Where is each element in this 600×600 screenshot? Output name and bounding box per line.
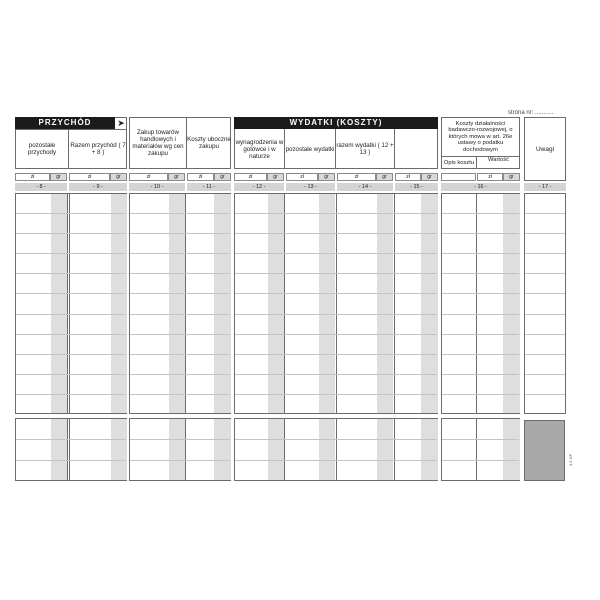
- row-divider: [16, 354, 126, 355]
- column-divider: [69, 193, 70, 414]
- row-divider: [442, 273, 519, 274]
- grosze-column-shade: [503, 419, 520, 480]
- col-number-16: - 16 -: [441, 183, 520, 191]
- row-divider: [130, 293, 230, 294]
- row-divider: [235, 439, 437, 440]
- row-divider: [442, 314, 519, 315]
- row-divider: [525, 253, 565, 254]
- form-code: 3.5 NP: [568, 453, 573, 466]
- col-number-11: - 11 -: [187, 183, 231, 191]
- unit-zl-label: zł: [395, 173, 421, 181]
- row-divider: [442, 293, 519, 294]
- row-divider: [235, 314, 437, 315]
- row-divider: [130, 354, 230, 355]
- unit-zl-label: zł: [187, 173, 214, 181]
- row-divider: [525, 273, 565, 274]
- grosze-column-shade: [421, 194, 438, 413]
- col-number-15: - 15 -: [395, 183, 438, 191]
- row-divider: [235, 273, 437, 274]
- column-divider: [185, 418, 186, 481]
- unit-gr-label: gr: [421, 173, 438, 181]
- row-divider: [235, 233, 437, 234]
- grosze-column-shade: [214, 194, 231, 413]
- grosze-column-shade: [169, 419, 186, 480]
- grosze-column-shade: [377, 194, 393, 413]
- row-divider: [130, 253, 230, 254]
- column-divider: [476, 418, 477, 481]
- row-divider: [235, 213, 437, 214]
- col-number-14: - 14 -: [337, 183, 393, 191]
- grosze-column-shade: [319, 194, 335, 413]
- unit-zl-label: zł: [69, 173, 110, 181]
- unit-zl-label: zł: [15, 173, 50, 181]
- col-16-wartosc-header: Wartość: [487, 157, 510, 163]
- unit-opis-blank: [441, 173, 476, 181]
- col-number-12: - 12 -: [234, 183, 284, 191]
- row-divider: [525, 374, 565, 375]
- row-divider: [130, 374, 230, 375]
- grosze-column-shade: [214, 419, 231, 480]
- column-divider: [336, 193, 337, 414]
- row-divider: [16, 253, 126, 254]
- row-divider: [16, 374, 126, 375]
- unit-gr-label: gr: [110, 173, 127, 181]
- uwagi-grid-entries[interactable]: [524, 193, 566, 414]
- page-number-label: strona nr: ...........: [508, 110, 554, 116]
- wydatki-section-title: WYDATKI (KOSZTY): [234, 117, 438, 129]
- col-11-header: Koszty uboczne zakupu: [187, 136, 231, 150]
- row-divider: [16, 293, 126, 294]
- row-divider: [525, 394, 565, 395]
- grosze-column-shade: [268, 419, 284, 480]
- row-divider: [525, 213, 565, 214]
- row-divider: [130, 233, 230, 234]
- grosze-column-shade: [51, 194, 67, 413]
- col-number-10: - 10 -: [129, 183, 185, 191]
- grosze-column-shade: [503, 194, 520, 413]
- col-13-header: pozostałe wydatki: [285, 145, 335, 153]
- row-divider: [442, 394, 519, 395]
- col-number-17: - 17 -: [524, 183, 566, 191]
- row-divider: [235, 354, 437, 355]
- unit-zl-label: zł: [337, 173, 376, 181]
- row-divider: [442, 253, 519, 254]
- column-divider: [336, 418, 337, 481]
- col-17-header: Uwagi: [535, 145, 555, 153]
- grosze-column-shade: [377, 419, 393, 480]
- grosze-column-shade: [319, 419, 335, 480]
- unit-gr-label: gr: [50, 173, 67, 181]
- row-divider: [16, 460, 126, 461]
- unit-gr-label: gr: [214, 173, 231, 181]
- przychod-section-title: PRZYCHÓD: [15, 117, 115, 129]
- row-divider: [235, 253, 437, 254]
- col-12-header: wynagrodzenia w gotówce i w naturze: [235, 138, 284, 160]
- column-divider: [67, 193, 68, 414]
- row-divider: [442, 233, 519, 234]
- row-divider: [235, 293, 437, 294]
- unit-gr-label: gr: [168, 173, 185, 181]
- unit-gr-label: gr: [318, 173, 335, 181]
- column-divider: [284, 193, 285, 414]
- unit-zl-label: zł: [234, 173, 267, 181]
- grosze-column-shade: [169, 194, 186, 413]
- row-divider: [525, 354, 565, 355]
- unit-gr-label: gr: [376, 173, 393, 181]
- row-divider: [16, 314, 126, 315]
- row-divider: [442, 460, 519, 461]
- col-9-header: Razem przychód ( 7 + 8 ): [70, 142, 126, 156]
- col-16-header: Koszty działalności badawczo-rozwojowej, o których mowa w art. 26e ustawy o podatku dochodowym: [448, 120, 513, 153]
- row-divider: [525, 293, 565, 294]
- row-divider: [16, 233, 126, 234]
- row-divider: [130, 334, 230, 335]
- row-divider: [130, 460, 230, 461]
- column-divider: [67, 418, 68, 481]
- column-divider: [284, 418, 285, 481]
- col-number-8: - 8 -: [15, 183, 67, 191]
- row-divider: [130, 213, 230, 214]
- unit-zl-label: zł: [477, 173, 503, 181]
- arrow-right-icon: ➤: [117, 118, 125, 128]
- col-number-13: - 13 -: [286, 183, 335, 191]
- unit-gr-label: gr: [503, 173, 520, 181]
- unit-zl-label: zł: [286, 173, 318, 181]
- column-divider: [476, 193, 477, 414]
- col-10-header: Zakup towarów handlowych i materiałów wg cen zakupu: [132, 129, 184, 157]
- row-divider: [16, 439, 126, 440]
- row-divider: [16, 394, 126, 395]
- row-divider: [16, 334, 126, 335]
- grosze-column-shade: [111, 419, 127, 480]
- grosze-column-shade: [51, 419, 67, 480]
- col-8-header: pozostałe przychody: [27, 142, 57, 156]
- grosze-column-shade: [421, 419, 438, 480]
- row-divider: [442, 374, 519, 375]
- col-16-opis-header: Opis kosztu: [443, 160, 475, 166]
- row-divider: [442, 213, 519, 214]
- unit-gr-label: gr: [267, 173, 284, 181]
- row-divider: [442, 439, 519, 440]
- unit-zl-label: zł: [129, 173, 168, 181]
- row-divider: [130, 314, 230, 315]
- column-divider: [185, 193, 186, 414]
- col-14-header: razem wydatki ( 12 + 13 ): [336, 142, 394, 156]
- row-divider: [130, 439, 230, 440]
- row-divider: [525, 314, 565, 315]
- row-divider: [235, 374, 437, 375]
- grosze-column-shade: [268, 194, 284, 413]
- row-divider: [442, 354, 519, 355]
- row-divider: [235, 460, 437, 461]
- row-divider: [130, 273, 230, 274]
- row-divider: [235, 394, 437, 395]
- column-divider: [394, 418, 395, 481]
- row-divider: [235, 334, 437, 335]
- column-divider: [394, 193, 395, 414]
- row-divider: [525, 233, 565, 234]
- summary-grey-box: [524, 420, 565, 481]
- row-divider: [16, 213, 126, 214]
- row-divider: [16, 273, 126, 274]
- column-divider: [69, 418, 70, 481]
- row-divider: [130, 394, 230, 395]
- col-number-9: - 9 -: [69, 183, 127, 191]
- row-divider: [442, 334, 519, 335]
- grosze-column-shade: [111, 194, 127, 413]
- row-divider: [525, 334, 565, 335]
